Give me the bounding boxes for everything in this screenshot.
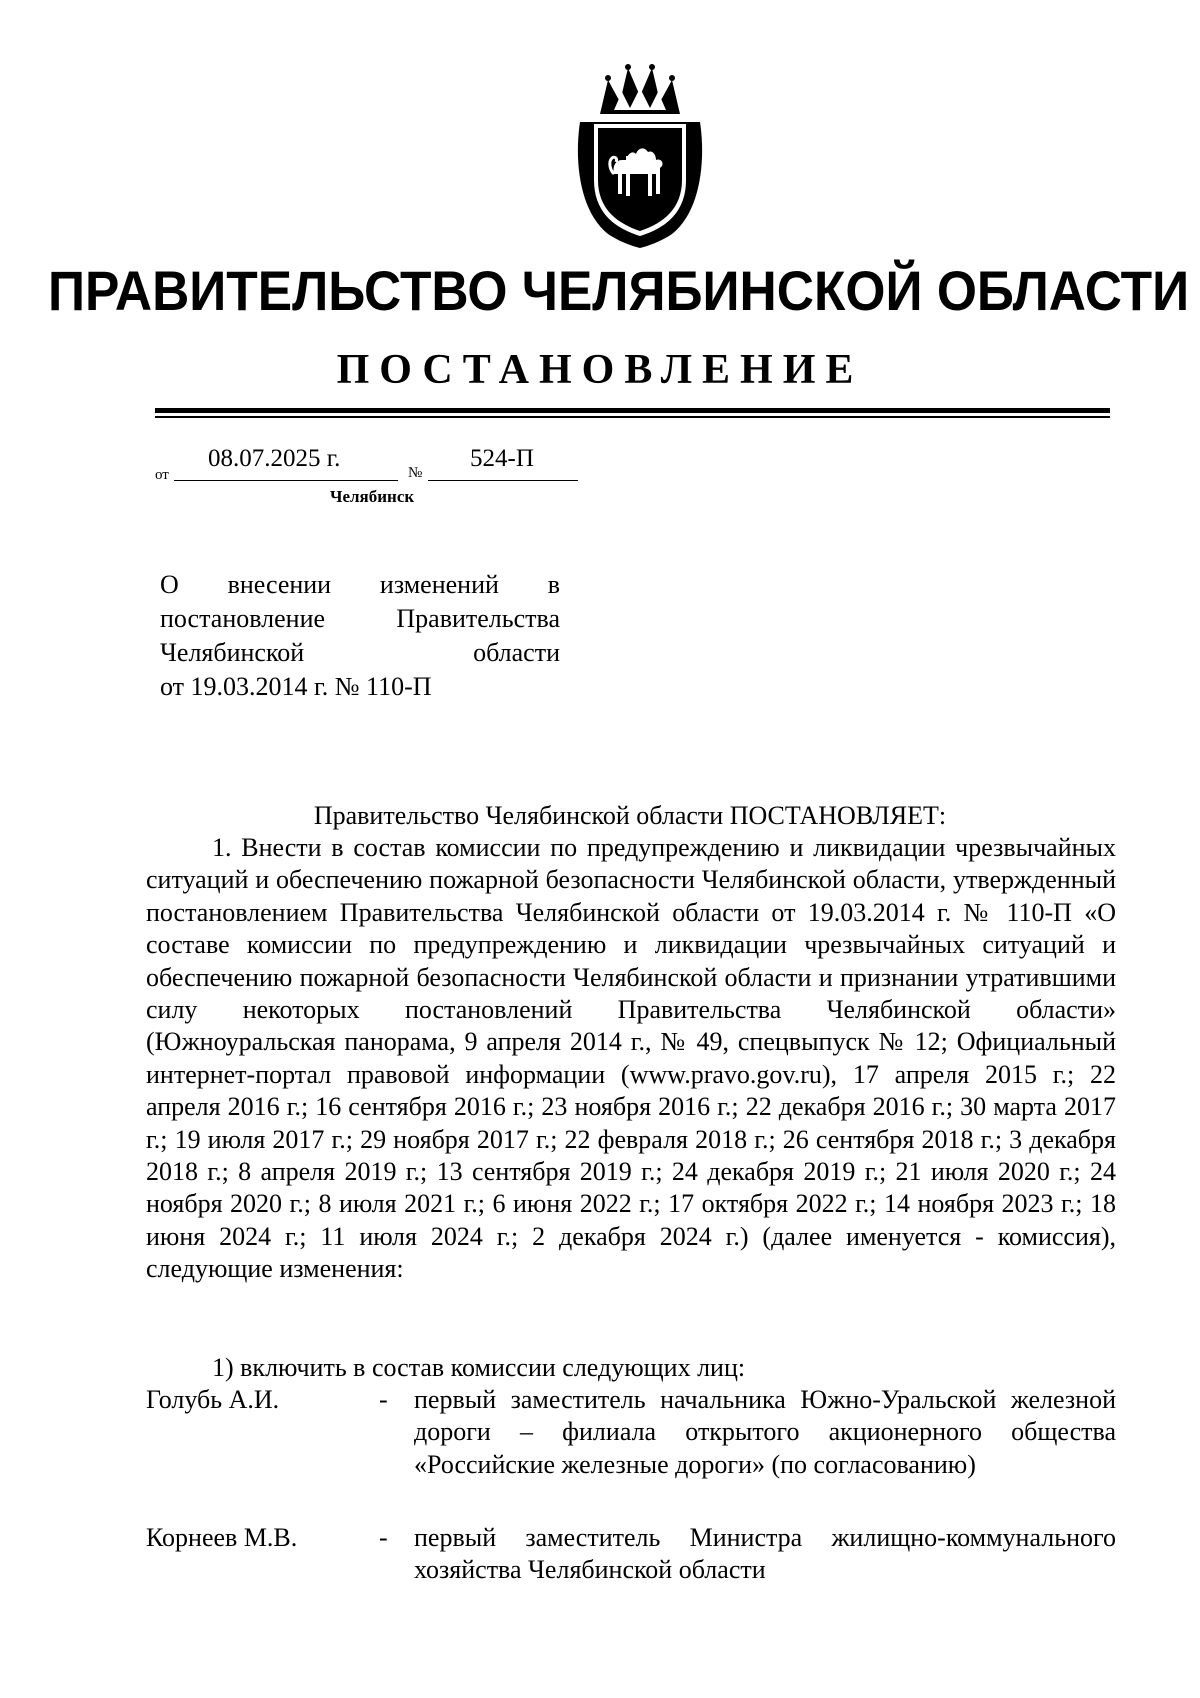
resolution-intro: Правительство Челябинской области ПОСТАНОВЛЯЕТ: [313, 801, 947, 830]
member-dash: - [379, 1523, 388, 1552]
date-underline [174, 480, 398, 481]
organization-name: ПРАВИТЕЛЬСТВО ЧЕЛЯБИНСКОЙ ОБЛАСТИ [48, 259, 1190, 322]
subject-line: постановление Правительства [160, 604, 560, 633]
coat-of-arms-graphic [570, 62, 710, 250]
resolution-body [146, 832, 1116, 1286]
member-position: первый заместитель начальника Южно-Уральской железной дороги – филиала открытого акционерного общества «Российские железные дороги» (по согласованию) [414, 1385, 1116, 1479]
issue-city: Челябинск [330, 487, 415, 506]
subject-line: О внесении изменений в [160, 570, 560, 599]
subject-line: от 19.03.2014 г. № 110-П [160, 672, 432, 701]
header-rule-thick [155, 408, 1110, 413]
coat-of-arms-icon [570, 62, 710, 250]
member-position: первый заместитель Министра жилищно-коммунального хозяйства Челябинской области [414, 1523, 1116, 1585]
member-name: Корнеев М.В. [146, 1523, 298, 1552]
document-subject [160, 568, 560, 704]
document-type: ПОСТАНОВЛЕНИЕ [336, 347, 864, 393]
subject-line: Челябинской области [160, 638, 560, 667]
paragraph-1: 1. Внести в состав комиссии по предупреждению и ликвидации чрезвычайных ситуаций и обеспечению пожарной безопасности Челябинской области, утвержденный постановлением Правительства Челябинской области от 19.03.2014 г. № 110-П «О составе комиссии по предупреждению и ликвидации чрезвычайных ситуаций и обеспечению пожарной безопасности Челябинской области и признании утратившими силу некоторых постановлений Правительства Челябинской области» (Южноуральская панорама, 9 апреля 2014 г., № 49, спецвыпуск № 12; Официальный интернет-портал правовой информации (www.pravo.gov.ru), 17 апреля 2015 г.; 22 апреля 2016 г.; 16 сентября 2016 г.; 23 ноября 2016 г.; 22 декабря 2016 г.; 30 марта 2017 г.; 19 июля 2017 г.; 29 ноября 2017 г.; 22 февраля 2018 г.; 26 сентября 2018 г.; 3 декабря 2018 г.; 8 апреля 2019 г.; 13 сентября 2019 г.; 24 декабря 2019 г.; 21 июля 2020 г.; 24 ноября 2020 г.; 8 июля 2021 г.; 6 июня 2022 г.; 17 октября 2022 г.; 14 ноября 2023 г.; 18 июня 2024 г.; 11 июля 2024 г.; 2 декабря 2024 г.) (далее именуется - комиссия), следующие изменения: [146, 833, 1116, 1284]
header-rule-thin [155, 416, 1110, 418]
member-name: Голубь А.И. [146, 1385, 280, 1414]
subitem-1: 1) включить в состав комиссии следующих лиц: [212, 1353, 746, 1382]
number-underline [428, 480, 578, 481]
document-number: 524-П [470, 445, 534, 472]
date-label: от [155, 467, 169, 483]
number-label: № [408, 465, 423, 481]
member-dash: - [379, 1385, 388, 1414]
document-date: 08.07.2025 г. [208, 445, 341, 472]
